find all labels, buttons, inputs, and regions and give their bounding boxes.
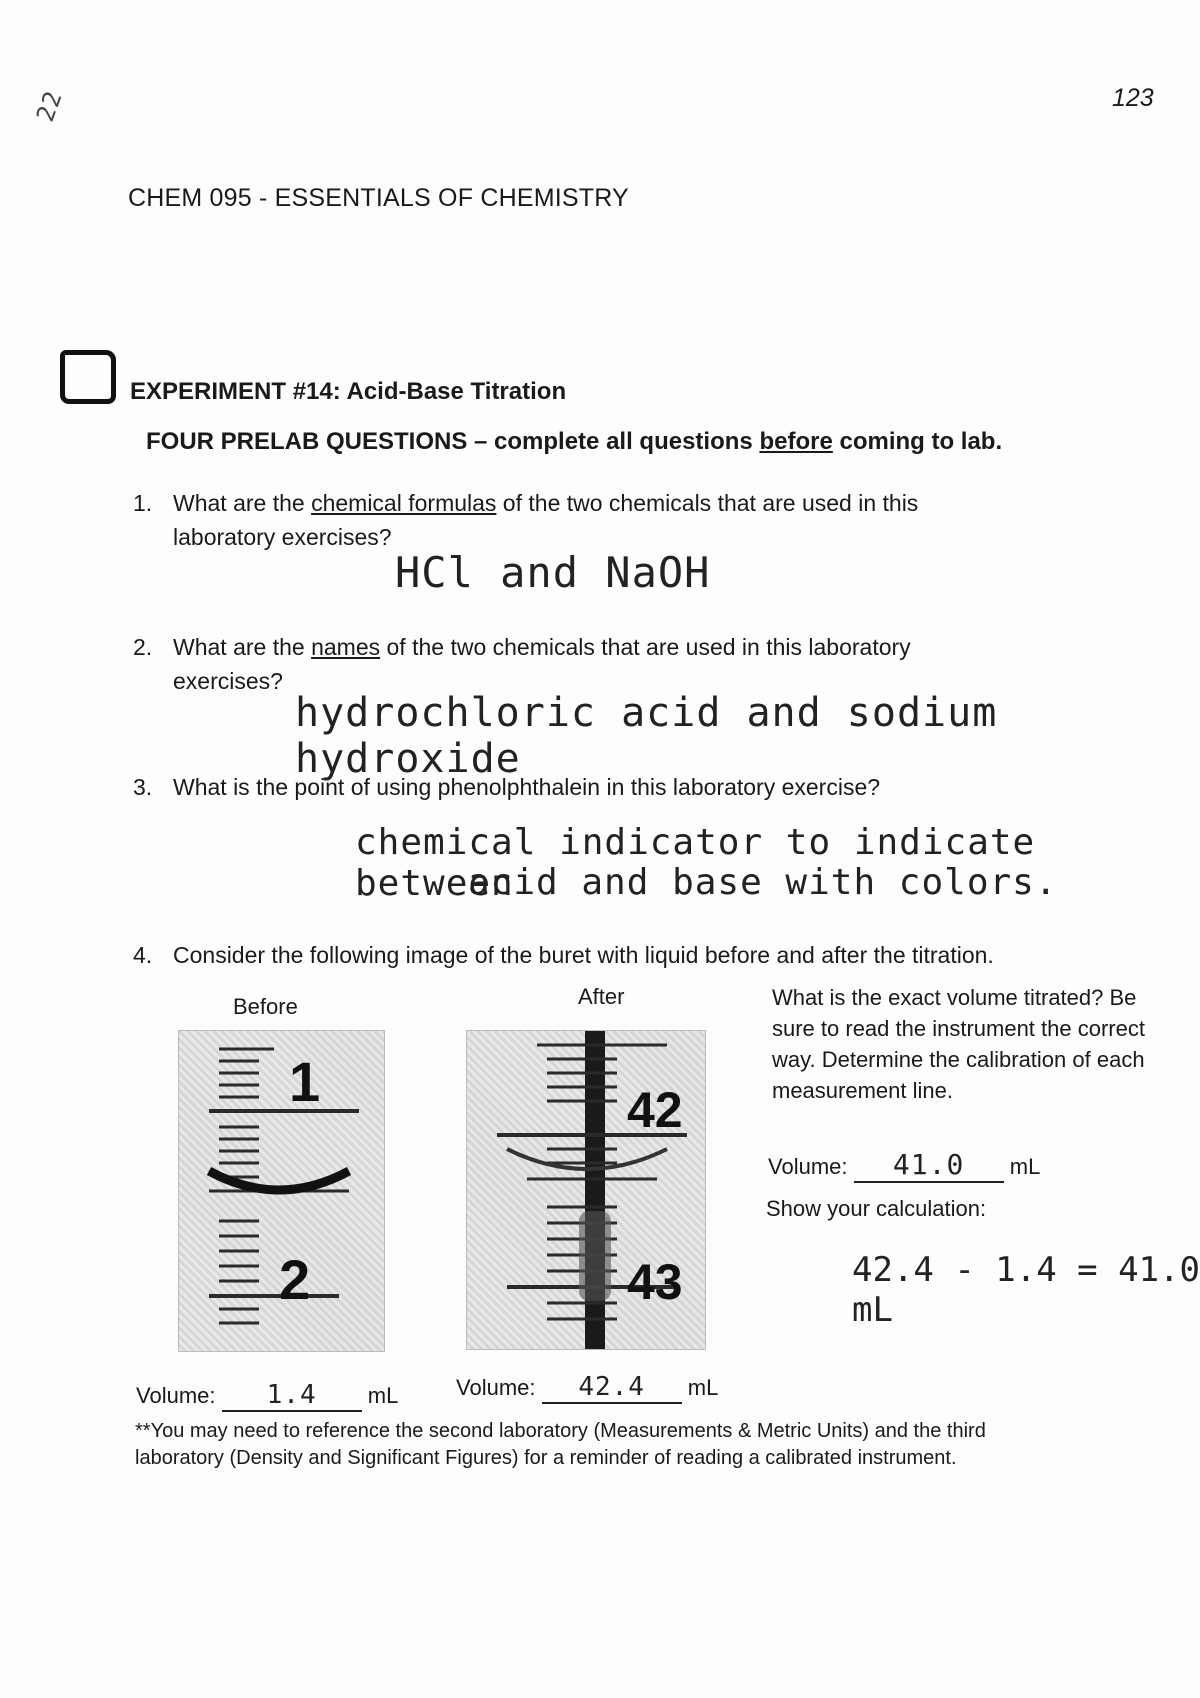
answer-2: hydrochloric acid and sodium hydroxide — [295, 690, 998, 782]
answer-3-line-2: acid and base with colors. — [468, 862, 1058, 903]
prelab-heading: FOUR PRELAB QUESTIONS – complete all questions before coming to lab. — [146, 428, 1003, 455]
answer-3-line-1: chemical indicator to indicate between — [355, 822, 1036, 904]
course-title: CHEM 095 - ESSENTIALS OF CHEMISTRY — [128, 184, 629, 212]
calculation-answer: 42.4 - 1.4 = 41.0 mL — [852, 1250, 1200, 1330]
after-volume-line: Volume: 42.4 mL — [456, 1372, 719, 1402]
before-label: Before — [233, 994, 298, 1019]
before-mark-2: 2 — [279, 1248, 311, 1311]
before-volume-answer[interactable]: 1.4 — [222, 1380, 362, 1412]
checkbox[interactable] — [60, 350, 116, 404]
titrated-volume-line: Volume: 41.0 mL — [768, 1148, 1041, 1181]
after-mark-42: 42 — [627, 1082, 683, 1138]
page-number: 123 — [1112, 84, 1154, 112]
corner-mark: 22 — [31, 86, 68, 126]
after-label: After — [578, 984, 625, 1009]
question-4: 4. Consider the following image of the buret with liquid before and after the titration. — [133, 942, 994, 968]
answer-1: HCl and NaOH — [395, 548, 711, 597]
after-volume-answer[interactable]: 42.4 — [542, 1372, 682, 1404]
titrated-volume-answer[interactable]: 41.0 — [854, 1148, 1004, 1183]
question-2: 2. What are the names of the two chemicals that are used in this laboratory exercises? — [133, 634, 911, 694]
after-mark-43: 43 — [627, 1254, 683, 1310]
experiment-title: EXPERIMENT #14: Acid-Base Titration — [130, 378, 567, 405]
before-volume-line: Volume: 1.4 mL — [136, 1380, 399, 1410]
question-1: 1. What are the chemical formulas of the two chemicals that are used in this laboratory exercises? — [133, 490, 919, 550]
before-mark-1: 1 — [289, 1050, 321, 1113]
before-buret-image — [178, 1030, 385, 1352]
footnote: **You may need to reference the second laboratory (Measurements & Metric Units) and the third laboratory (Density and Significant Figures) for a reminder of reading a calibrated instrument. — [135, 1420, 986, 1469]
after-buret-image — [466, 1030, 706, 1350]
question-3: 3. What is the point of using phenolphthalein in this laboratory exercise? — [133, 774, 881, 800]
volume-prompt: What is the exact volume titrated? Be sure to read the instrument the correct way. Determine the calibration of each measurement line. — [772, 985, 1145, 1103]
calculation-label: Show your calculation: — [766, 1196, 987, 1221]
